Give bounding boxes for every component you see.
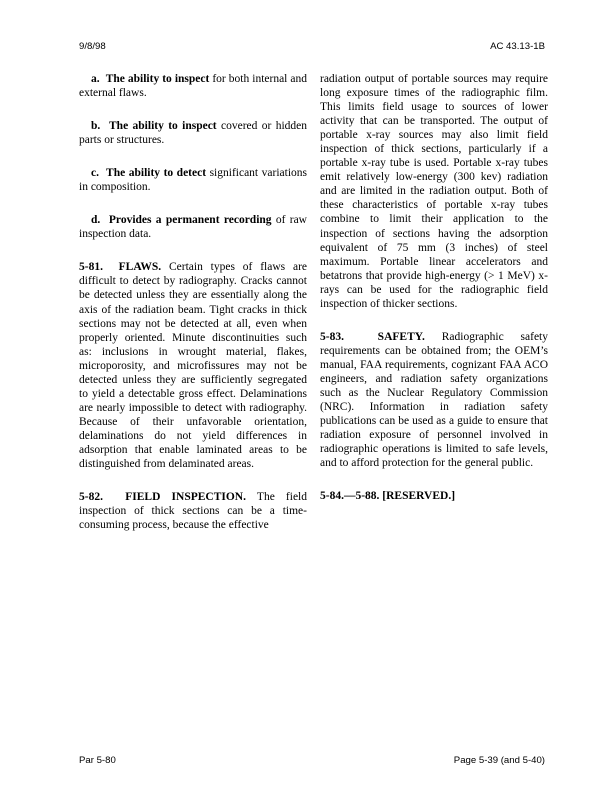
section-5-82-title: FIELD INSPECTION. [125, 491, 246, 504]
section-5-82 [79, 490, 307, 532]
section-5-81-title: FLAWS. [118, 261, 162, 274]
section-5-83-text: Radiographic safety requirements can be obtained from; the OEM’s manual, FAA requirements, cognizant FAA ACO engineers, and radiation safety organizations such as the Nuclear Regulatory Commission (NRC). Information in radiation safety publications can be used as a guide to ensure that radiation exposure of personnel involved in radiographic operations is limited to safe levels, and to afford protection for the general public. [320, 330, 548, 470]
section-5-83 [320, 330, 548, 470]
item-c-label: c. [91, 167, 99, 180]
section-5-81 [79, 260, 307, 471]
section-5-84-title: 5-84.—5-88. [RESERVED.] [320, 490, 456, 503]
item-d [79, 213, 307, 241]
item-a [79, 72, 307, 100]
item-d-heading: Provides a permanent recording [108, 214, 272, 227]
item-b [79, 119, 307, 147]
item-c [79, 166, 307, 194]
item-a-label: a. [91, 73, 100, 85]
footer-page-number: Page 5-39 (and 5-40) [453, 755, 545, 766]
item-c-text: significant variations in composition. [79, 167, 308, 194]
section-5-84-reserved [320, 489, 548, 503]
header-date: 9/8/98 [79, 41, 106, 52]
left-column [79, 72, 307, 551]
item-a-heading: The ability to inspect [105, 73, 210, 85]
item-c-heading: The ability to detect [106, 167, 207, 180]
item-d-label: d. [91, 214, 101, 227]
footer-paragraph-ref: Par 5-80 [79, 755, 116, 766]
section-5-82-number: 5-82. [79, 491, 103, 504]
section-5-82-text: The field inspection of thick sections can be a time-consuming process, because the effective [79, 491, 308, 532]
section-5-81-text: Certain types of flaws are difficult to detect by radiography. Cracks cannot be detected unless they are essentially along the axis of the radiation beam. Tight cracks in thick sections may not be detected at all, even when properly oriented. Minute discontinuities such as: inclusions in wrought material, flakes, microporosity, and microfissures may not be detected unless they are sufficiently segregated to yield a detectable gross effect. Delaminations are nearly impossible to detect with radiography. Because of their unfavorable orientation, delaminations do not yield differences in adsorption that enable laminated areas to be distinguished from delaminated areas. [79, 261, 308, 471]
item-b-text: covered or hidden parts or structures. [79, 120, 307, 147]
item-b-label: b. [91, 120, 101, 133]
item-a-text: for both internal and external flaws. [79, 73, 308, 100]
section-5-83-title: SAFETY. [377, 330, 425, 343]
section-5-82-continued: radiation output of portable sources may require long exposure times of the radiographic film. This limits field usage to sources of lower activity that can be transported. The output of portable x-ray sources may also limit field inspection of thick sections, particularly if a portable x-ray tube is used. Portable x-ray tubes emit relatively low-energy (300 kev) radiation and are limited in the radiation output. Both of these characteristics of portable x-ray tubes combine to limit their application to the inspection of sections having the adsorption equivalent of 75 mm (3 inches) of steel maximum. Portable linear accelerators and betatrons that provide high-energy (> 1 MeV) x-rays can be used for the radiographic field inspection of thicker sections. [320, 73, 548, 310]
item-d-text: of raw inspection data. [79, 214, 307, 241]
section-5-83-number: 5-83. [320, 330, 344, 343]
section-5-81-number: 5-81. [79, 261, 103, 274]
header-doc-id: AC 43.13-1B [490, 41, 545, 52]
item-b-heading: The ability to inspect [109, 120, 217, 133]
right-column [320, 72, 548, 522]
